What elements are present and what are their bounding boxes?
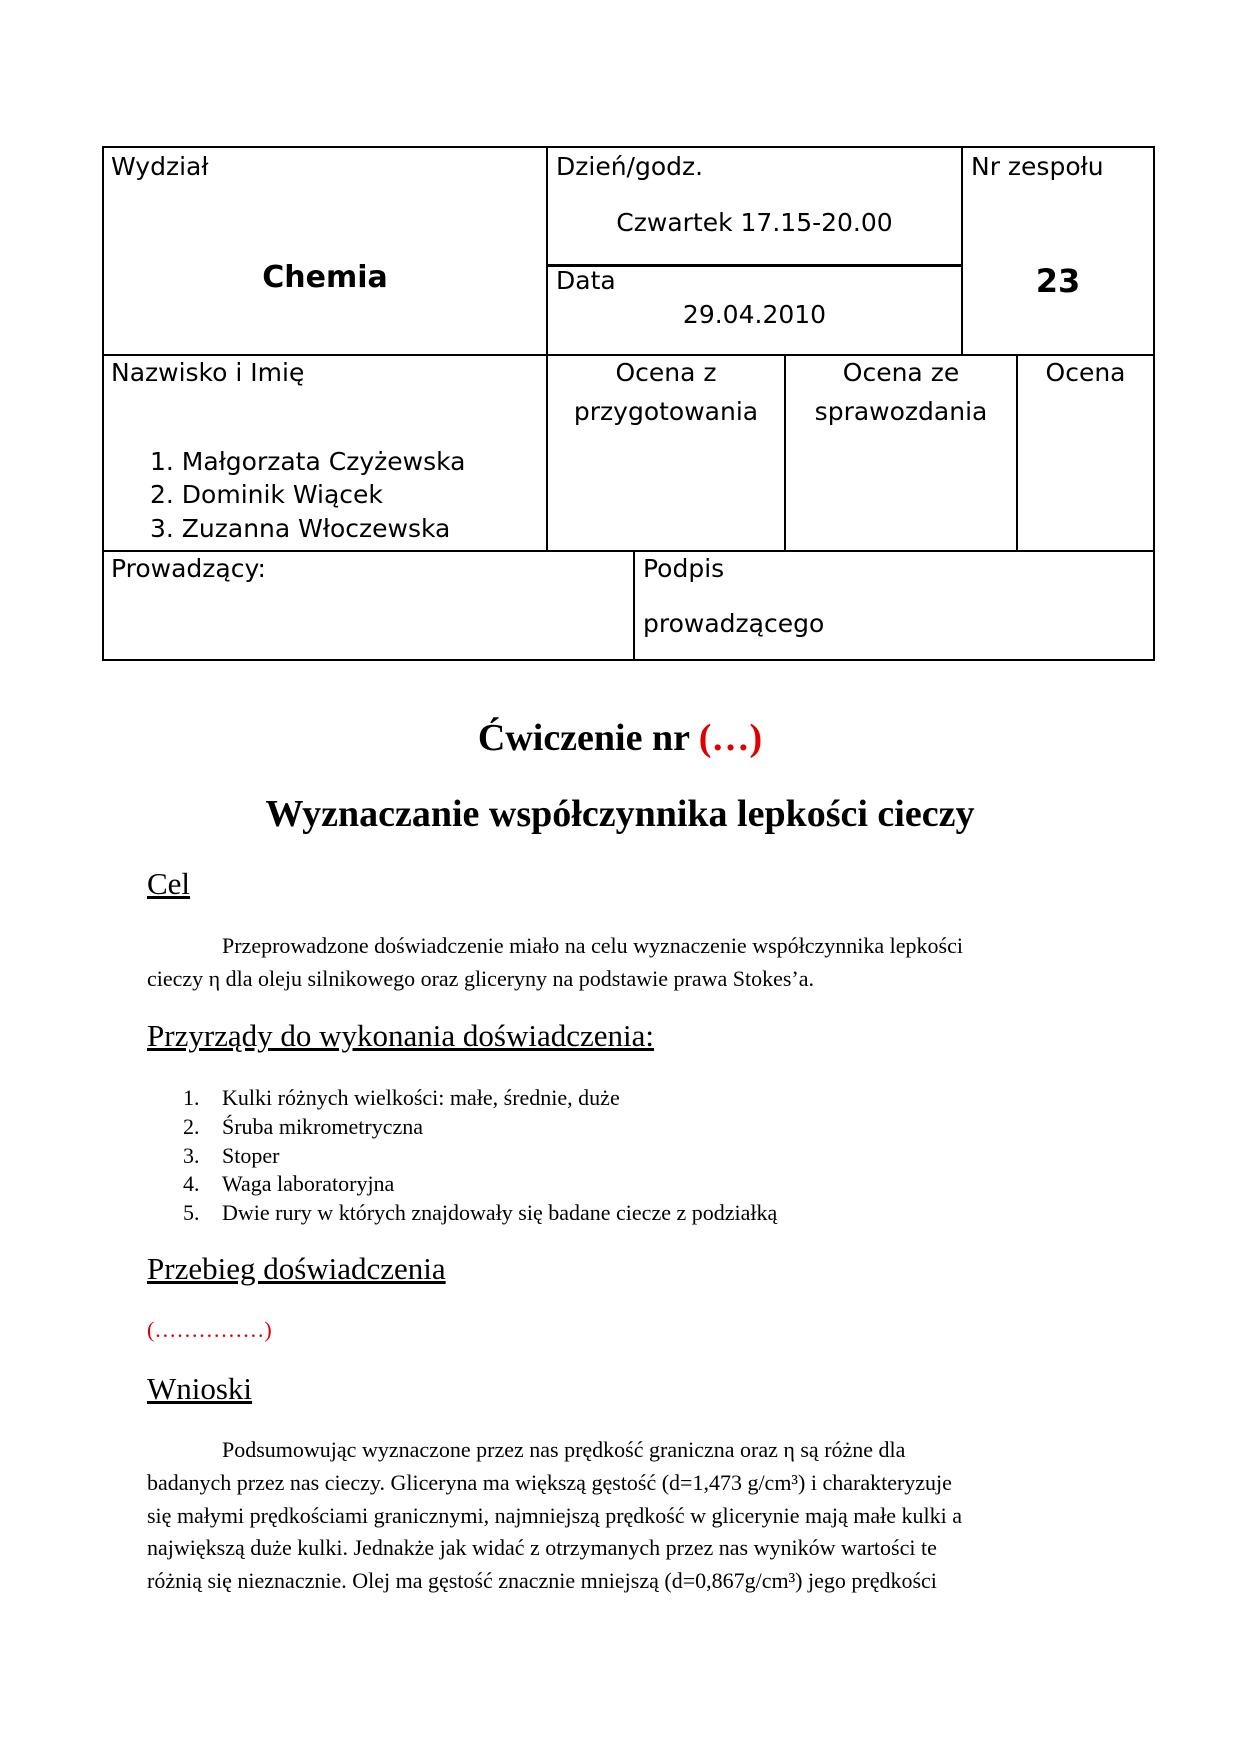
- ocena-przyg-label: Ocena z: [615, 358, 717, 387]
- podpis-label: Podpis: [643, 554, 725, 583]
- paragraph-line: cieczy η dla oleju silnikowego oraz gliceryny na podstawie prawa Stokes’a.: [147, 966, 815, 991]
- ocena-przyg-label: przygotowania: [573, 397, 759, 426]
- paragraph-line: różnią się nieznacznie. Olej ma gęstość znacznie mniejszą (d=0,867g/cm³) jego prędkości: [147, 1568, 937, 1593]
- ocena-spraw-label: Ocena ze: [842, 358, 960, 387]
- list-item: Dwie rury w których znajdowały się badane ciecze z podziałką: [222, 1200, 778, 1225]
- zespol-value: 23: [1035, 262, 1081, 300]
- wydzial-label: Wydział: [111, 152, 209, 181]
- section-heading-przebieg: Przebieg doświadczenia: [147, 1251, 446, 1286]
- list-number: 2.: [183, 1114, 200, 1139]
- list-number: 3.: [183, 1143, 200, 1168]
- row-divider: [104, 354, 1153, 356]
- paragraph-line: największą duże kulki. Jednakże jak widać z otrzymanych przez nas wyników wartości te: [147, 1535, 937, 1560]
- dzien-value: Czwartek 17.15-20.00: [616, 208, 893, 237]
- exercise-title: Wyznaczanie współczynnika lepkości cieczy: [265, 793, 975, 835]
- podpis-label: prowadzącego: [643, 609, 825, 638]
- col-divider: [633, 550, 635, 661]
- data-label: Data: [556, 266, 616, 295]
- list-item: Kulki różnych wielkości: małe, średnie, duże: [222, 1085, 620, 1110]
- list-number: 5.: [183, 1200, 200, 1225]
- list-number: 4.: [183, 1171, 200, 1196]
- student-name: 1. Małgorzata Czyżewska: [150, 447, 466, 476]
- przebieg-placeholder: (……………): [147, 1317, 272, 1342]
- exercise-number-label: Ćwiczenie nr: [477, 717, 690, 759]
- exercise-number-value: (…): [698, 717, 763, 759]
- header-table: [102, 146, 1155, 661]
- section-heading-wnioski: Wnioski: [147, 1371, 253, 1406]
- student-name: 3. Zuzanna Włoczewska: [150, 514, 451, 543]
- section-heading-przyrzady: Przyrządy do wykonania doświadczenia:: [147, 1018, 655, 1053]
- list-item: Waga laboratoryjna: [222, 1171, 395, 1196]
- wydzial-value: Chemia: [262, 260, 388, 295]
- paragraph-line: się małymi prędkościami granicznymi, najmniejszą prędkość w glicerynie mają małe kulki a: [147, 1503, 962, 1528]
- paragraph-line: Podsumowując wyznaczone przez nas prędkość graniczna oraz η są różne dla: [222, 1437, 906, 1462]
- col-divider: [961, 148, 963, 354]
- nazwisko-label: Nazwisko i Imię: [111, 358, 305, 387]
- ocena-spraw-label: sprawozdania: [814, 397, 988, 426]
- section-heading-cel: Cel: [147, 866, 191, 901]
- paragraph-line: Przeprowadzone doświadczenie miało na celu wyznaczenie współczynnika lepkości: [222, 933, 963, 958]
- list-item: Śruba mikrometryczna: [222, 1114, 423, 1139]
- data-value: 29.04.2010: [682, 300, 827, 329]
- paragraph-line: badanych przez nas cieczy. Gliceryna ma większą gęstość (d=1,473 g/cm³) i charakteryzuje: [147, 1470, 952, 1495]
- prowadzacy-label: Prowadzący:: [111, 554, 266, 583]
- dzien-label: Dzień/godz.: [556, 152, 704, 181]
- list-number: 1.: [183, 1085, 200, 1110]
- list-item: Stoper: [222, 1143, 280, 1168]
- row-divider: [104, 550, 1153, 552]
- exercise-number: [0, 716, 1240, 760]
- ocena-label: Ocena: [1045, 358, 1126, 387]
- zespol-label: Nr zespołu: [971, 152, 1104, 181]
- student-name: 2. Dominik Wiącek: [150, 480, 383, 509]
